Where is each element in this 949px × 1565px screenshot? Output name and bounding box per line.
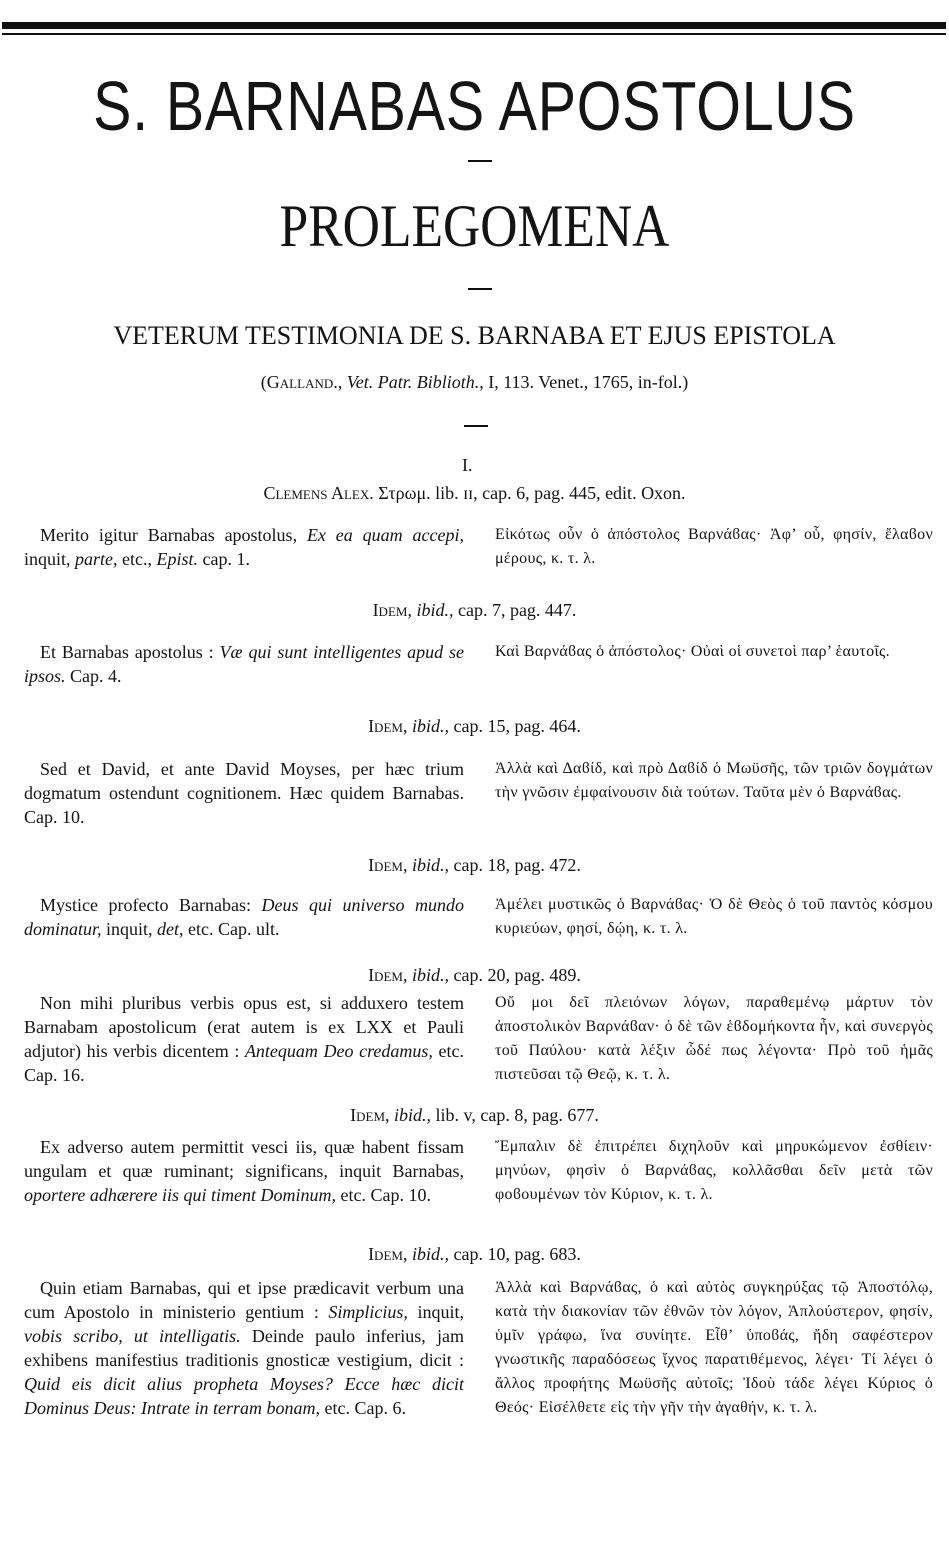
- latin-quotation: Deus qui universo mundo dominatur,: [24, 895, 465, 939]
- latin-text: Sed et David, et ante David Moyses, per hæc trium dogmatum ostendunt cognitionem. Hæc quidem Barnabas. Cap. 10.: [24, 759, 464, 827]
- source-reference: cap. 18, pag. 472.: [448, 855, 581, 875]
- latin-passage: [24, 893, 464, 941]
- latin-quotation: parte,: [75, 549, 118, 569]
- latin-text: inquit,: [407, 1302, 464, 1322]
- latin-text: inquit,: [101, 919, 158, 939]
- citation-rest: , I, 113. Venet., 1765, in-fol.): [479, 372, 689, 392]
- source-heading: [0, 1241, 949, 1267]
- source-reference: cap. 15, pag. 464.: [448, 716, 581, 736]
- latin-text: Cap. 4.: [65, 666, 122, 686]
- source-heading: [0, 713, 949, 739]
- source-reference: lib. v, cap. 8, pag. 677.: [431, 1105, 599, 1125]
- latin-text: etc. Cap. 6.: [319, 1398, 406, 1418]
- latin-quotation: Simplicius,: [328, 1302, 408, 1322]
- source-work: ibid.,: [411, 1244, 449, 1264]
- top-rule-thin: [2, 33, 946, 35]
- citation-line: (Galland., Vet. Patr. Biblioth., I, 113. Venet., 1765, in-fol.): [260, 372, 689, 392]
- greek-passage: Ἀλλὰ καὶ Δαϐίδ, καὶ πρὸ Δαϐίδ ὁ Μωϋσῆς, τῶν τριῶν δογμάτων τὴν γνῶσιν ἐμφαίνουσιν διὰ τούτων. Ταῦτα μὲν ὁ Βαρνάϐας.: [495, 760, 933, 801]
- latin-quotation: oportere adhærere iis qui timent Dominum,: [24, 1185, 336, 1205]
- latin-passage: [24, 757, 464, 829]
- latin-quotation: vobis scribo, ut intelligatis.: [24, 1326, 241, 1346]
- latin-text: etc. Cap. ult.: [183, 919, 280, 939]
- source-reference: cap. 10, pag. 683.: [448, 1244, 581, 1264]
- latin-text: etc. Cap. 10.: [335, 1185, 431, 1205]
- source-heading: [0, 597, 949, 623]
- latin-quotation: Væ qui sunt intelligentes apud se ipsos.: [24, 642, 464, 686]
- latin-text: etc.,: [117, 549, 157, 569]
- latin-passage: [24, 1276, 464, 1420]
- latin-passage: [24, 523, 464, 571]
- latin-text: Mystice profecto Barnabas:: [40, 895, 262, 915]
- source-reference: Στρωμ. lib. ɪɪ, cap. 6, pag. 445, edit. Oxon.: [373, 483, 686, 503]
- source-heading: [0, 962, 949, 988]
- greek-passage: Ἀλλὰ καὶ Βαρνάϐας, ὁ καὶ αὐτὸς συγκηρύξας τῷ Ἀποστόλῳ, κατὰ τὴν διακονίαν τῶν ἐθνῶν τὸν λόγον, Ἁπλούστερον, φησίν, ὑμῖν γράφω, ἵνα συνίητε. Εἶθ’ ὑποϐάς, ἤδη σαφέστερον γνωστικῆς παραδόσεως ἴχνος παρατιθέμενος, λέγει· Τί λέγει ὁ ἄλλος προφήτης Μωϋσῆς αὐτοῖς; Ἰδοὺ τάδε λέγει Κύριος ὁ Θεός· Εἰσέλθετε εἰς τὴν γῆν τὴν ἀγαθήν, κ. τ. λ.: [495, 1279, 933, 1416]
- latin-text: inquit,: [24, 549, 76, 569]
- roman-numeral: I.: [462, 455, 473, 475]
- source-work: ibid.,: [394, 1105, 432, 1125]
- greek-passage: Ἔμπαλιν δὲ ἐπιτρέπει διχηλοῦν καὶ μηρυκώμενον ἐσθίειν· μηνύων, φησὶν ὁ Βαρνάϐας, κολλᾶσθαι δεῖν μετὰ τῶν φοϐουμένων τὸν Κύριον, κ. τ. λ.: [495, 1138, 933, 1203]
- top-rule-thick: [2, 22, 946, 29]
- latin-quotation: Ex ea quam accepi,: [306, 525, 464, 545]
- source-work: ibid.,: [411, 716, 449, 736]
- source-reference: cap. 7, pag. 447.: [453, 600, 577, 620]
- latin-text: cap. 1.: [198, 549, 250, 569]
- source-reference: cap. 20, pag. 489.: [448, 965, 581, 985]
- latin-quotation: det,: [157, 919, 184, 939]
- latin-quotation: Epist.: [156, 549, 199, 569]
- greek-passage: Καὶ Βαρνάϐας ὁ ἀπόστολος· Οὐαὶ οἱ συνετοὶ παρ’ ἑαυτοῖς.: [495, 643, 890, 660]
- latin-quotation: Quid eis dicit alius propheta Moyses? Ecce hæc dicit Dominus Deus: Intrate in terram bonam,: [24, 1374, 464, 1418]
- source-heading: [0, 480, 949, 506]
- source-work: ibid.,: [411, 855, 449, 875]
- title-dash: [468, 160, 492, 162]
- greek-passage: Εἰκότως οὖν ὁ ἀπόστολος Βαρνάϐας· Ἀφ’ οὗ, φησίν, ἔλαϐον μέρους, κ. τ. λ.: [495, 526, 933, 567]
- source-work: ibid.,: [416, 600, 454, 620]
- citation-work: Vet. Patr. Biblioth.: [346, 372, 480, 392]
- latin-text: Ex adverso autem permittit vesci iis, quæ habent fissam ungulam et quæ ruminant; significans, inquit Barnabas,: [24, 1137, 464, 1181]
- source-heading: [0, 852, 949, 878]
- section-dash: [464, 425, 488, 427]
- greek-passage: Οὔ μοι δεῖ πλειόνων λόγων, παραθεμένῳ μάρτυν τὸν ἀποστολικὸν Βαρνάϐαν· ὁ δὲ τῶν ἑϐδομήκοντα ἦν, καὶ συνεργὸς τοῦ Παύλου· κατὰ λέξιν ὧδέ πως λέγοντα· Πρὸ τοῦ ἡμᾶς πιστεῦσαι τῷ Θεῷ, κ. τ. λ.: [495, 994, 933, 1083]
- source-work: ibid.,: [411, 965, 449, 985]
- source-heading: [0, 1102, 949, 1128]
- source-author: Idem,: [368, 965, 408, 985]
- source-author: Clemens Alex.: [263, 483, 374, 503]
- source-author: Idem,: [368, 855, 408, 875]
- page-subtitle: PROLEGOMENA: [279, 193, 670, 259]
- subtitle-dash: [468, 288, 492, 290]
- latin-text: Quin etiam Barnabas, qui et ipse prædicavit verbum una cum Apostolo in ministerio gentium :: [24, 1278, 464, 1322]
- source-author: Idem,: [350, 1105, 390, 1125]
- source-author: Idem,: [368, 716, 408, 736]
- latin-text: Et Barnabas apostolus :: [40, 642, 220, 662]
- source-author: Idem,: [372, 600, 412, 620]
- latin-passage: [24, 991, 464, 1087]
- greek-passage: Ἀμέλει μυστικῶς ὁ Βαρνάϐας· Ὁ δὲ Θεὸς ὁ τοῦ παντὸς κόσμου κυριεύων, φησί, δῴη, κ. τ. λ.: [495, 896, 933, 937]
- section-title: VETERUM TESTIMONIA DE S. BARNABA ET EJUS EPISTOLA: [113, 321, 836, 350]
- latin-passage: [24, 640, 464, 688]
- latin-quotation: Antequam Deo credamus,: [244, 1041, 433, 1061]
- citation-author: Galland.: [266, 372, 338, 392]
- latin-text: Merito igitur Barnabas apostolus,: [40, 525, 307, 545]
- latin-text: etc. Cap. 16.: [24, 1041, 464, 1085]
- latin-text: Non mihi pluribus verbis opus est, si adduxero testem Barnabam apostolicum (erat autem is ex LXX et Pauli adjutor) his verbis dicentem :: [24, 993, 464, 1061]
- latin-passage: [24, 1135, 464, 1207]
- latin-text: Deinde paulo inferius, jam exhibens manifestius traditionis gnosticæ vestigium, dicit :: [24, 1326, 465, 1370]
- source-author: Idem,: [368, 1244, 408, 1264]
- page-title: S. BARNABAS APOSTOLUS: [93, 67, 856, 145]
